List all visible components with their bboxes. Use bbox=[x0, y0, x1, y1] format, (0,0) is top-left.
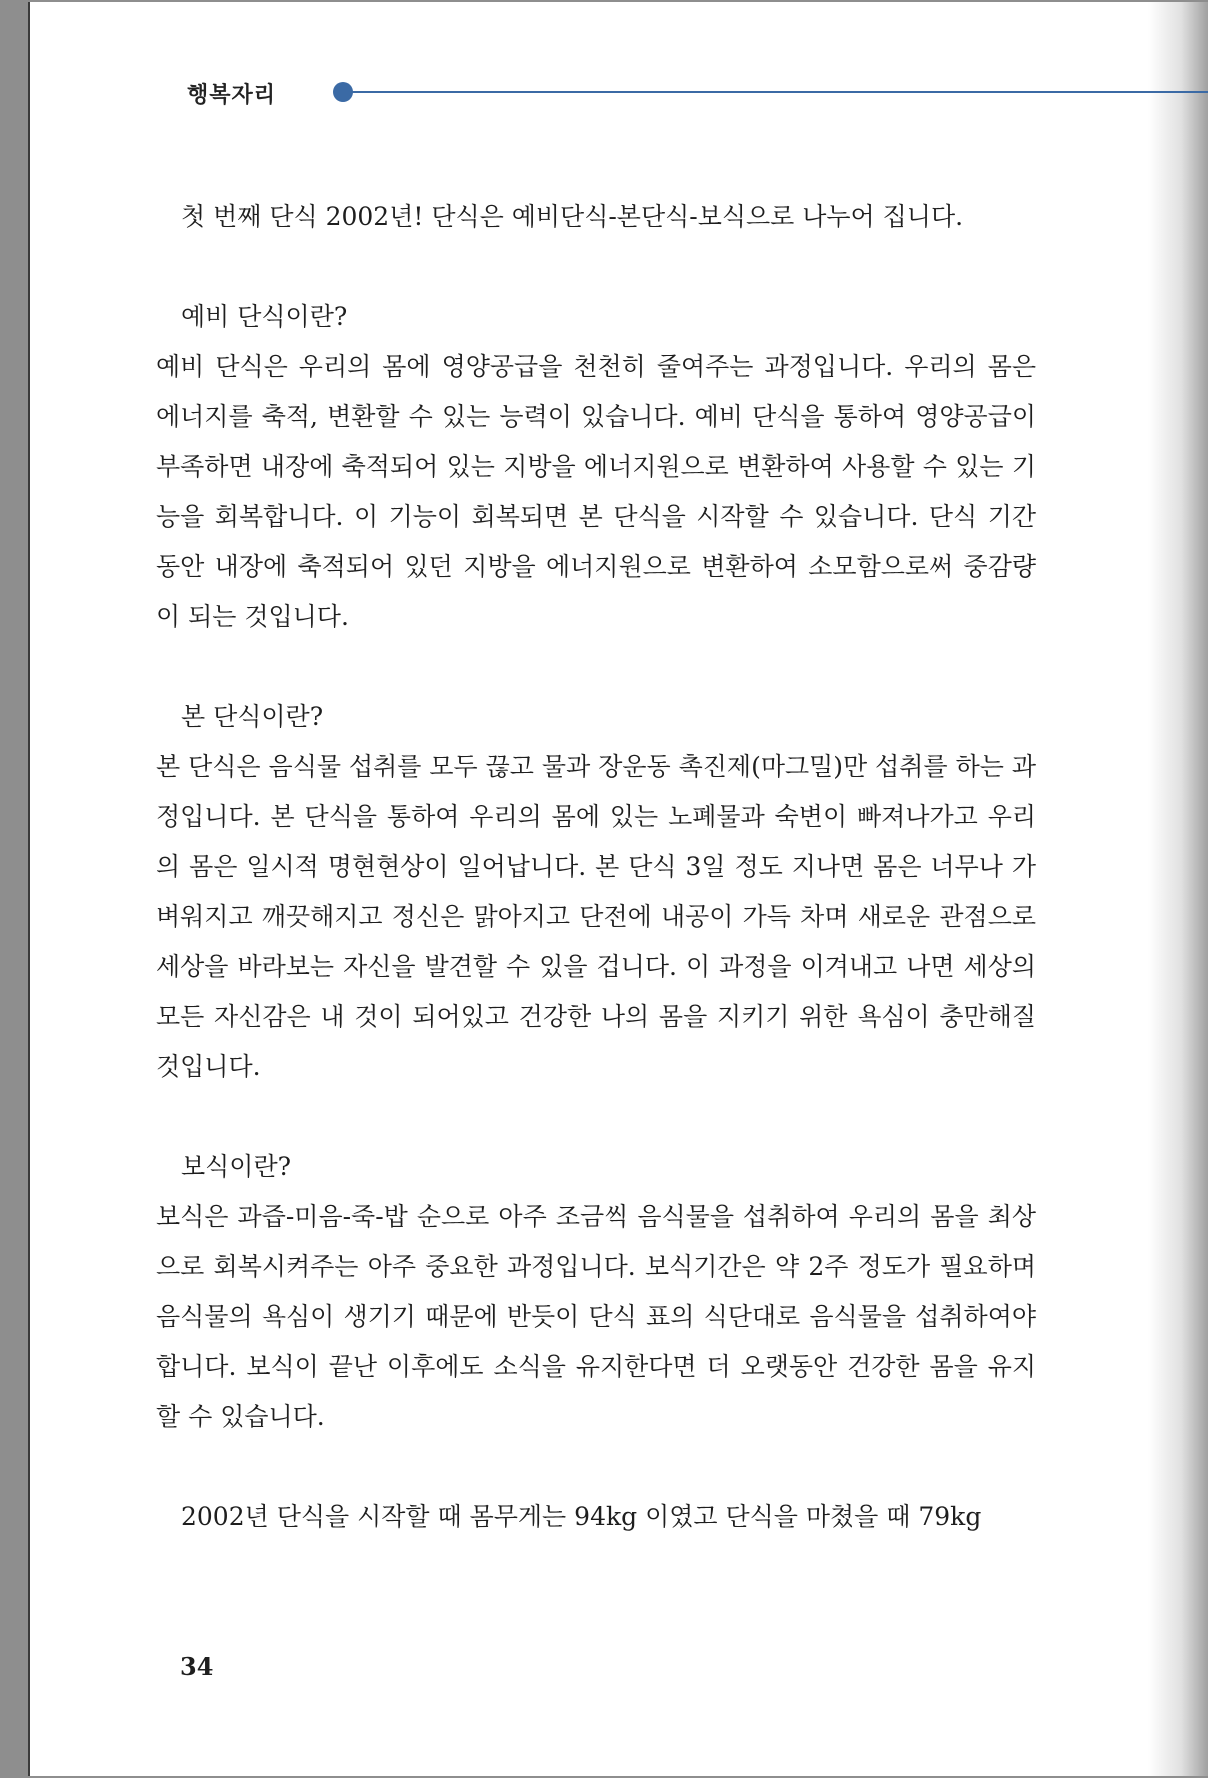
paragraph-gap bbox=[156, 242, 1036, 292]
section-body-recovery: 보식은 과즙-미음-죽-밥 순으로 아주 조금씩 음식물을 섭취하여 우리의 몸을 최상으로 회복시켜주는 아주 중요한 과정입니다. 보식기간은 약 2주 정도가 필요하며 음식물의 욕심이 생기기 때문에 반듯이 단식 표의 식단대로 음식물을 섭취하여야 합니다. 보식이 끝난 이후에도 소식을 유지한다면 더 오랫동안 건강한 몸을 유지할 수 있습니다. bbox=[156, 1202, 1036, 1431]
section-heading-mainfast: 본 단식이란? bbox=[181, 702, 324, 731]
section-heading-prefast: 예비 단식이란? bbox=[181, 302, 348, 331]
page-number: 34 bbox=[180, 1652, 214, 1681]
page-edge-shadow bbox=[1148, 2, 1208, 1776]
section-body-mainfast: 본 단식은 음식물 섭취를 모두 끊고 물과 장운동 촉진제(마그밀)만 섭취를 하는 과정입니다. 본 단식을 통하여 우리의 몸에 있는 노폐물과 숙변이 빠져나가고 우리의 몸은 일시적 명현현상이 일어납니다. 본 단식 3일 정도 지나면 몸은 너무나 가벼워지고 깨끗해지고 정신은 맑아지고 단전에 내공이 가득 차며 새로운 관점으로 세상을 바라보는 자신을 발견할 수 있을 겁니다. 이 과정을 이겨내고 나면 세상의 모든 자신감은 내 것이 되어있고 건강한 나의 몸을 지키기 위한 욕심이 충만해질 것입니다. bbox=[156, 752, 1036, 1081]
intro-paragraph: 첫 번째 단식 2002년! 단식은 예비단식-본단식-보식으로 나누어 집니다. bbox=[181, 202, 964, 231]
section-heading-recovery: 보식이란? bbox=[181, 1152, 292, 1181]
paragraph-gap bbox=[156, 1092, 1036, 1142]
running-title: 행복자리 bbox=[187, 83, 277, 108]
paragraph-gap bbox=[156, 1442, 1036, 1492]
page-body bbox=[156, 192, 1036, 1542]
book-page bbox=[28, 2, 1208, 1776]
closing-paragraph: 2002년 단식을 시작할 때 몸무게는 94kg 이였고 단식을 마쳤을 때 79kg bbox=[181, 1502, 982, 1531]
paragraph-gap bbox=[156, 642, 1036, 692]
header-rule bbox=[348, 91, 1208, 93]
section-body-prefast: 예비 단식은 우리의 몸에 영양공급을 천천히 줄여주는 과정입니다. 우리의 몸은 에너지를 축적, 변환할 수 있는 능력이 있습니다. 예비 단식을 통하여 영양공급이 부족하면 내장에 축적되어 있는 지방을 에너지원으로 변환하여 사용할 수 있는 기능을 회복합니다. 이 기능이 회복되면 본 단식을 시작할 수 있습니다. 단식 기간 동안 내장에 축적되어 있던 지방을 에너지원으로 변환하여 소모함으로써 중감량이 되는 것입니다. bbox=[156, 352, 1036, 631]
